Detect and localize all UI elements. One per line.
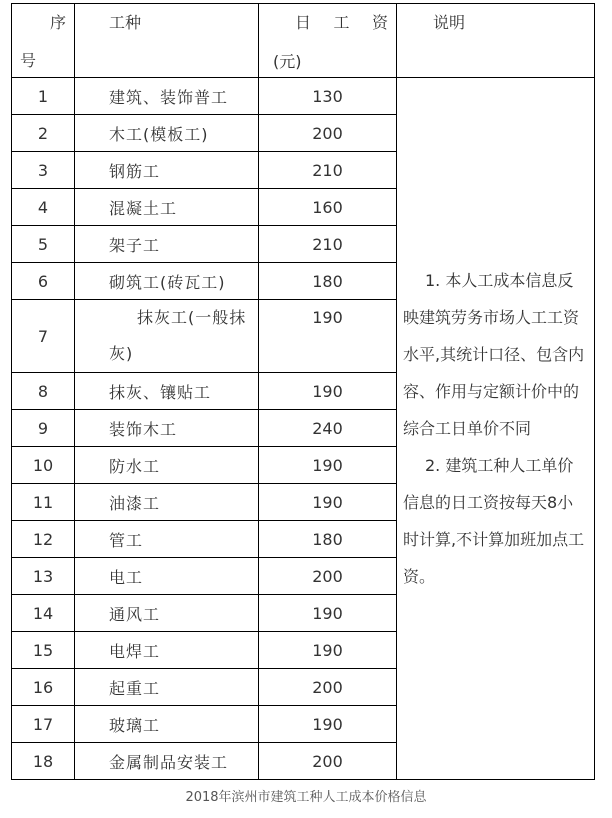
table-caption: 2018年滨州市建筑工种人工成本价格信息: [185, 790, 427, 805]
header-no-char2: 号: [20, 51, 37, 70]
row-worktype: 油漆工: [75, 484, 259, 521]
row-worktype: [75, 300, 259, 373]
note-paragraph-2: 2. 建筑工种人工单价信息的日工资按每天8小时计算,不计算加班加点工资。: [403, 456, 585, 586]
table-row: [12, 78, 595, 115]
row-number: 15: [12, 632, 75, 669]
wage-table: [11, 3, 595, 780]
header-note: 说明: [397, 4, 595, 78]
row-worktype: 架子工: [75, 226, 259, 263]
row-wage: 190: [259, 632, 397, 669]
row-number: 18: [12, 743, 75, 780]
row-worktype: 电工: [75, 558, 259, 595]
row-wage: 200: [259, 669, 397, 706]
row-worktype: 电焊工: [75, 632, 259, 669]
row-wage: 200: [259, 558, 397, 595]
row-wage: 190: [259, 373, 397, 410]
row-worktype: 钢筋工: [75, 152, 259, 189]
row-worktype: 通风工: [75, 595, 259, 632]
row-wage: 190: [259, 447, 397, 484]
row-worktype: 玻璃工: [75, 706, 259, 743]
row-wage: 180: [259, 521, 397, 558]
row-wage: 160: [259, 189, 397, 226]
row-worktype: 管工: [75, 521, 259, 558]
row-worktype: 混凝土工: [75, 189, 259, 226]
row-number: 5: [12, 226, 75, 263]
header-wage-w1: 日: [295, 13, 312, 32]
row-number: 13: [12, 558, 75, 595]
header-wage-unit: (元): [273, 52, 302, 71]
header-type: 工种: [75, 4, 259, 78]
row-number: 6: [12, 263, 75, 300]
row-worktype: 建筑、装饰普工: [75, 78, 259, 115]
header-wage: [259, 4, 397, 78]
row-wage: 180: [259, 263, 397, 300]
row-worktype: 起重工: [75, 669, 259, 706]
row-number: 16: [12, 669, 75, 706]
row-wage: 200: [259, 743, 397, 780]
row-worktype: 金属制品安装工: [75, 743, 259, 780]
header-wage-w3: 资: [371, 13, 388, 32]
row-worktype: 砌筑工(砖瓦工): [75, 263, 259, 300]
row-number: 10: [12, 447, 75, 484]
row-number: 12: [12, 521, 75, 558]
row-wage: 130: [259, 78, 397, 115]
row-number: 14: [12, 595, 75, 632]
row-worktype-line2: 灰): [109, 344, 134, 363]
header-no-char1: 序: [49, 13, 66, 32]
row-number: 17: [12, 706, 75, 743]
row-number: 2: [12, 115, 75, 152]
row-number: 8: [12, 373, 75, 410]
header-no: [12, 4, 75, 78]
row-number: 9: [12, 410, 75, 447]
row-wage: 200: [259, 115, 397, 152]
row-number: 4: [12, 189, 75, 226]
row-wage: 190: [259, 484, 397, 521]
row-number: 11: [12, 484, 75, 521]
header-row: [12, 4, 595, 78]
row-wage: 210: [259, 152, 397, 189]
row-worktype: 抹灰、镶贴工: [75, 373, 259, 410]
row-number: 1: [12, 78, 75, 115]
row-number: 3: [12, 152, 75, 189]
row-number: 7: [12, 300, 75, 373]
header-wage-w2: 工: [333, 13, 350, 32]
row-wage: 190: [259, 595, 397, 632]
row-wage: 190: [259, 300, 397, 373]
row-worktype: 木工(模板工): [75, 115, 259, 152]
notes-cell: [397, 78, 595, 780]
row-worktype-line1: 抹灰工(一般抹: [137, 308, 247, 327]
row-worktype: 防水工: [75, 447, 259, 484]
row-wage: 240: [259, 410, 397, 447]
row-wage: 190: [259, 706, 397, 743]
row-worktype: 装饰木工: [75, 410, 259, 447]
note-paragraph-1: 1. 本人工成本信息反映建筑劳务市场人工工资水平,其统计口径、包含内容、作用与定额计价中的综合工日单价不同: [403, 271, 585, 438]
row-wage: 210: [259, 226, 397, 263]
